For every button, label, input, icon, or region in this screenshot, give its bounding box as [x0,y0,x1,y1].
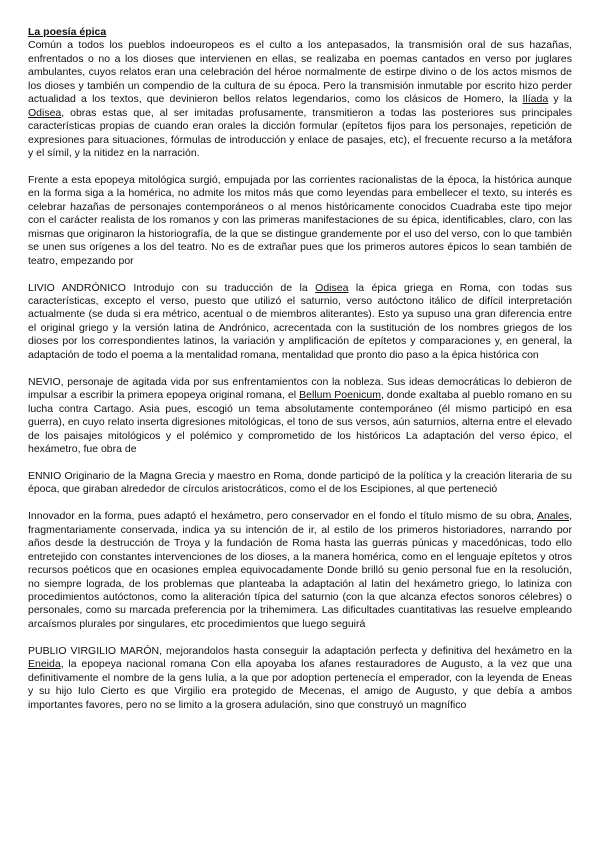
work-title-odisea: Odisea [315,281,349,294]
paragraph-livio-andronico [28,282,572,363]
paragraph-nevio [28,376,572,457]
paragraph-text: y la [548,93,572,106]
work-title-eneida: Eneida [28,658,61,671]
document-page [28,26,572,725]
document-title: La poesía épica [28,26,107,38]
paragraph-text: , la epopeya nacional romana Con ella apoyaba los afanes restauradores de Augusto, a la vez que una definitivamente el nombre de la gens Iulia, a la que por adoption pertenecía el emperador, con la leyenda de Eneas y su hijo Iulo Cierto es que Virgilio era protegido de Mecenas, el amigo de Augusto, y que debía a ambos importantes favores, pero no se limito a la grosera adulación, sino que construyó un magnífico [28,658,572,711]
paragraph-epica-historica: Frente a esta epopeya mitológica surgió, empujada por las corrientes racionalistas de la época, la histórica aunque en la forma siga a la homérica, no admite los mitos más que como leyendas para embellecer el texto, su interés es celebrar hazañas de personajes contemporáneos o al menos históricamente conocidos Cuadraba este tipo mejor con el carácter realista de los romanos y con las primeras manifestaciones de su épica, identificables, claro, con las mismas que originaron la historiografía, de la que se distingue grandemente por el uso del verso, con lo que también se unen sus orígenes a los del teatro. No es de extrañar pues que los primeros autores épicos lo sean también de teatro, empezando por [28,173,572,267]
paragraph-epica-origins [28,39,572,160]
work-title-odisea: Odisea [28,106,62,119]
paragraph-ennio: ENNIO Originario de la Magna Grecia y maestro en Roma, donde participó de la política y la creación literaria de su época, que giraban alrededor de círculos aristocráticos, como el de los Escipiones, al que perteneció [28,469,572,496]
paragraph-text: NEVIO, personaje de agitada vida por sus enfrentamientos con la nobleza. Sus ideas democráticas lo debieron de impulsar a escribir la primera epopeya original romana, el [28,375,572,402]
work-title-anales: Anales [536,510,570,523]
work-title-iliada: Ilíada [522,93,549,106]
paragraph-ennio-innovador [28,510,572,631]
paragraph-text: la épica griega en Roma, con todas sus características, excepto el verso, puesto que utilizó el saturnio, verso autóctono itálico de difícil interpretación actualmente (se duda si era métrico, acentual o de miembros aliterantes). Esto ya supuso una gran diferencia entre el original griego y la versión latina de Andrónico, acrecentada con la sustitución de los nombres griegos de los dioses por los correspondientes latinos, la variación y amplificación de epítetos y comparaciones y, en general, la adaptación de todo el poema a la mentalidad romana, mentalidad que pronto dio paso a la épica histórica con [28,281,572,361]
paragraph-text: Común a todos los pueblos indoeuropeos es el culto a los antepasados, la transmisión oral de sus hazañas, enfrentados o no a los dioses que intervienen en ellas, se realizaba en poemas cantados en verso por juglares ambulantes, cuyos relatos eran una celebración del héroe normalmente de estirpe divino o de los actos mismos de los dioses y también un compendio de la cultura de su época. Pero la transmisión inmutable por escrito hizo perder actualidad a los textos, que devinieron bellos relatos legendarios, como los clásicos de Homero, la [28,39,572,106]
paragraph-text: Innovador en la forma, pues adaptó el hexámetro, pero conservador en el fondo el título mismo de su obra, [28,510,537,523]
paragraph-text: PUBLIO VIRGILIO MARÓN, mejorandolos hasta conseguir la adaptación perfecta y definitiva del hexámetro en la [28,644,572,657]
paragraph-virgilio [28,645,572,712]
work-title-bellum-poenicum: Bellum Poenicum [299,389,381,402]
paragraph-text: , donde exaltaba al pueblo romano en su lucha contra Cartago. Asia pues, escogió un tema absolutamente contemporáneo (él mismo participó en esa guerra), en cuyo relato inserta digresiones mitológicas, el tono de sus versos, aún saturnios, alterna entre el elevado de los paisajes mitológicos y el polémico y comprometido de los históricos La adaptación del verso épico, el hexámetro, fue obra de [28,389,572,455]
paragraph-text: , obras estas que, al ser imitadas profusamente, transmitieron a todas las posteriores sus principales características propias de cuando eran orales la dicción formular (epítetos fijos para los personajes, repetición de expresiones para situaciones, fórmulas de introducción y enlace de pasajes, etc), el frecuente recurso a la metáfora y el símil, y la nitidez en la narración. [28,106,572,160]
paragraph-text: , fragmentariamente conservada, indica ya su intención de ir, al estilo de los primeros historiadores, narrando por años desde la destrucción de Troya y la fundación de Roma hasta las guerras púnicas y macedónicas, todo ello entretejido con constantes intervenciones de los dioses, a la manera homérica, como en el lenguaje epítetos y otros recursos poéticos que en ocasiones emplea equivocadamente Donde brilló su genio personal fue en la resolución, no siempre lograda, de los problemas que planteaba la adaptación al latin del hexámetro griego, lo latiniza con procedimientos autóctonos, como la aliteración típica del saturnio (con la que alcanza efectos sonoros célebres) o personales, como su marcada preferencia por la trihemimera. Las dificultades cuantitativas las resuelve empleando arcaísmos plurales por singulares, etc procedimientos que luego seguirá [28,510,572,630]
paragraph-text: LIVIO ANDRÓNICO Introdujo con su traducción de la [28,281,316,294]
